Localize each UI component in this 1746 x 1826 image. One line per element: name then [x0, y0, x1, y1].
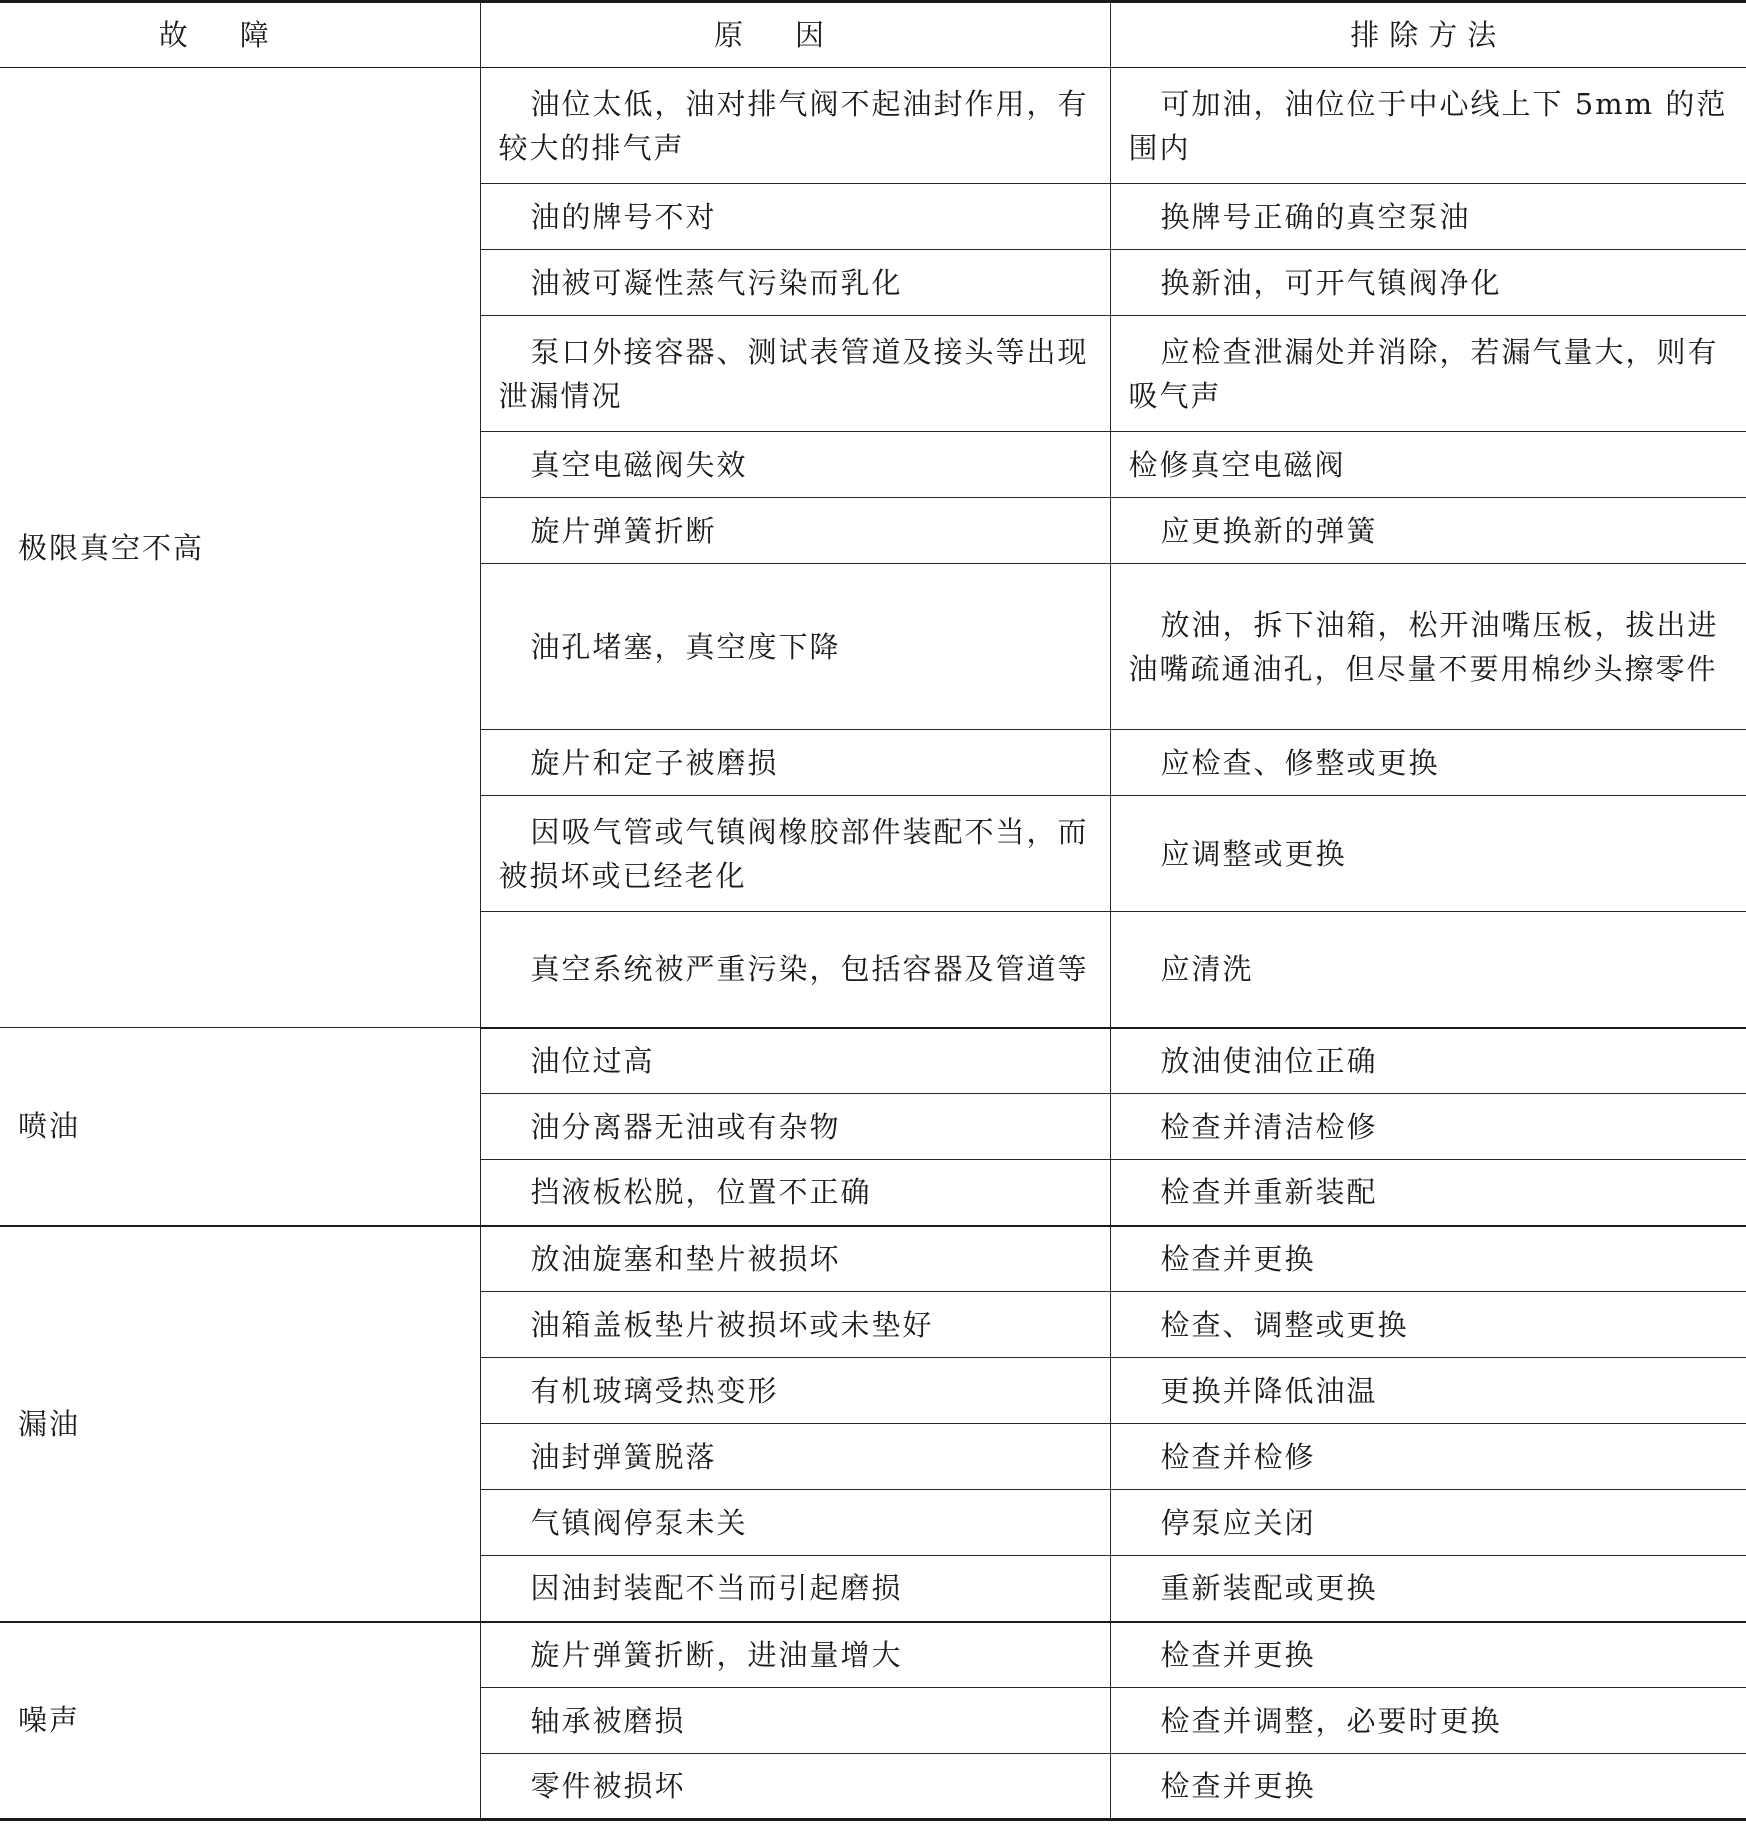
- fault-cell: 漏油: [0, 1226, 480, 1622]
- remedy-cell: 检查并检修: [1110, 1424, 1746, 1490]
- cause-cell: 放油旋塞和垫片被损坏: [480, 1226, 1110, 1292]
- cause-cell: 气镇阀停泵未关: [480, 1490, 1110, 1556]
- fault-cell: 极限真空不高: [0, 68, 480, 1028]
- cause-cell: 油箱盖板垫片被损坏或未垫好: [480, 1292, 1110, 1358]
- fault-cell: 噪声: [0, 1622, 480, 1820]
- remedy-cell: 检查、调整或更换: [1110, 1292, 1746, 1358]
- table-row: [0, 1028, 1746, 1094]
- cause-cell: 油位太低，油对排气阀不起油封作用，有较大的排气声: [480, 68, 1110, 184]
- remedy-cell: 应清洗: [1110, 912, 1746, 1028]
- remedy-cell: 更换并降低油温: [1110, 1358, 1746, 1424]
- header-cause: 原因: [480, 2, 1110, 68]
- cause-cell: 真空系统被严重污染，包括容器及管道等: [480, 912, 1110, 1028]
- cause-cell: 旋片和定子被磨损: [480, 730, 1110, 796]
- remedy-cell: 应更换新的弹簧: [1110, 498, 1746, 564]
- remedy-cell: 应检查泄漏处并消除，若漏气量大，则有吸气声: [1110, 316, 1746, 432]
- cause-cell: 油孔堵塞，真空度下降: [480, 564, 1110, 730]
- cause-cell: 挡液板松脱，位置不正确: [480, 1160, 1110, 1226]
- remedy-cell: 检查并清洁检修: [1110, 1094, 1746, 1160]
- table-row: [0, 1226, 1746, 1292]
- cause-cell: 轴承被磨损: [480, 1688, 1110, 1754]
- cause-cell: 因吸气管或气镇阀橡胶部件装配不当，而被损坏或已经老化: [480, 796, 1110, 912]
- remedy-cell: 检查并更换: [1110, 1622, 1746, 1688]
- remedy-cell: 检查并更换: [1110, 1226, 1746, 1292]
- header-row: [0, 2, 1746, 68]
- cause-cell: 旋片弹簧折断: [480, 498, 1110, 564]
- cause-cell: 旋片弹簧折断，进油量增大: [480, 1622, 1110, 1688]
- remedy-cell: 换牌号正确的真空泵油: [1110, 184, 1746, 250]
- remedy-cell: 换新油，可开气镇阀净化: [1110, 250, 1746, 316]
- table-row: [0, 68, 1746, 184]
- remedy-cell: 可加油，油位位于中心线上下 5mm 的范围内: [1110, 68, 1746, 184]
- remedy-cell: 检查并更换: [1110, 1754, 1746, 1820]
- cause-cell: 油被可凝性蒸气污染而乳化: [480, 250, 1110, 316]
- remedy-cell: 放油，拆下油箱，松开油嘴压板，拔出进油嘴疏通油孔，但尽量不要用棉纱头擦零件: [1110, 564, 1746, 730]
- cause-cell: 油位过高: [480, 1028, 1110, 1094]
- remedy-cell: 重新装配或更换: [1110, 1556, 1746, 1622]
- remedy-cell: 停泵应关闭: [1110, 1490, 1746, 1556]
- fault-cell: 喷油: [0, 1028, 480, 1226]
- cause-cell: 油封弹簧脱落: [480, 1424, 1110, 1490]
- remedy-cell: 检修真空电磁阀: [1110, 432, 1746, 498]
- header-fault: 故障: [0, 2, 480, 68]
- remedy-cell: 放油使油位正确: [1110, 1028, 1746, 1094]
- cause-cell: 泵口外接容器、测试表管道及接头等出现泄漏情况: [480, 316, 1110, 432]
- cause-cell: 零件被损坏: [480, 1754, 1110, 1820]
- cause-cell: 油分离器无油或有杂物: [480, 1094, 1110, 1160]
- header-remedy: 排除方法: [1110, 2, 1746, 68]
- cause-cell: 因油封装配不当而引起磨损: [480, 1556, 1110, 1622]
- cause-cell: 有机玻璃受热变形: [480, 1358, 1110, 1424]
- remedy-cell: 检查并调整，必要时更换: [1110, 1688, 1746, 1754]
- table-row: [0, 1622, 1746, 1688]
- cause-cell: 油的牌号不对: [480, 184, 1110, 250]
- remedy-cell: 检查并重新装配: [1110, 1160, 1746, 1226]
- cause-cell: 真空电磁阀失效: [480, 432, 1110, 498]
- remedy-cell: 应调整或更换: [1110, 796, 1746, 912]
- remedy-cell: 应检查、修整或更换: [1110, 730, 1746, 796]
